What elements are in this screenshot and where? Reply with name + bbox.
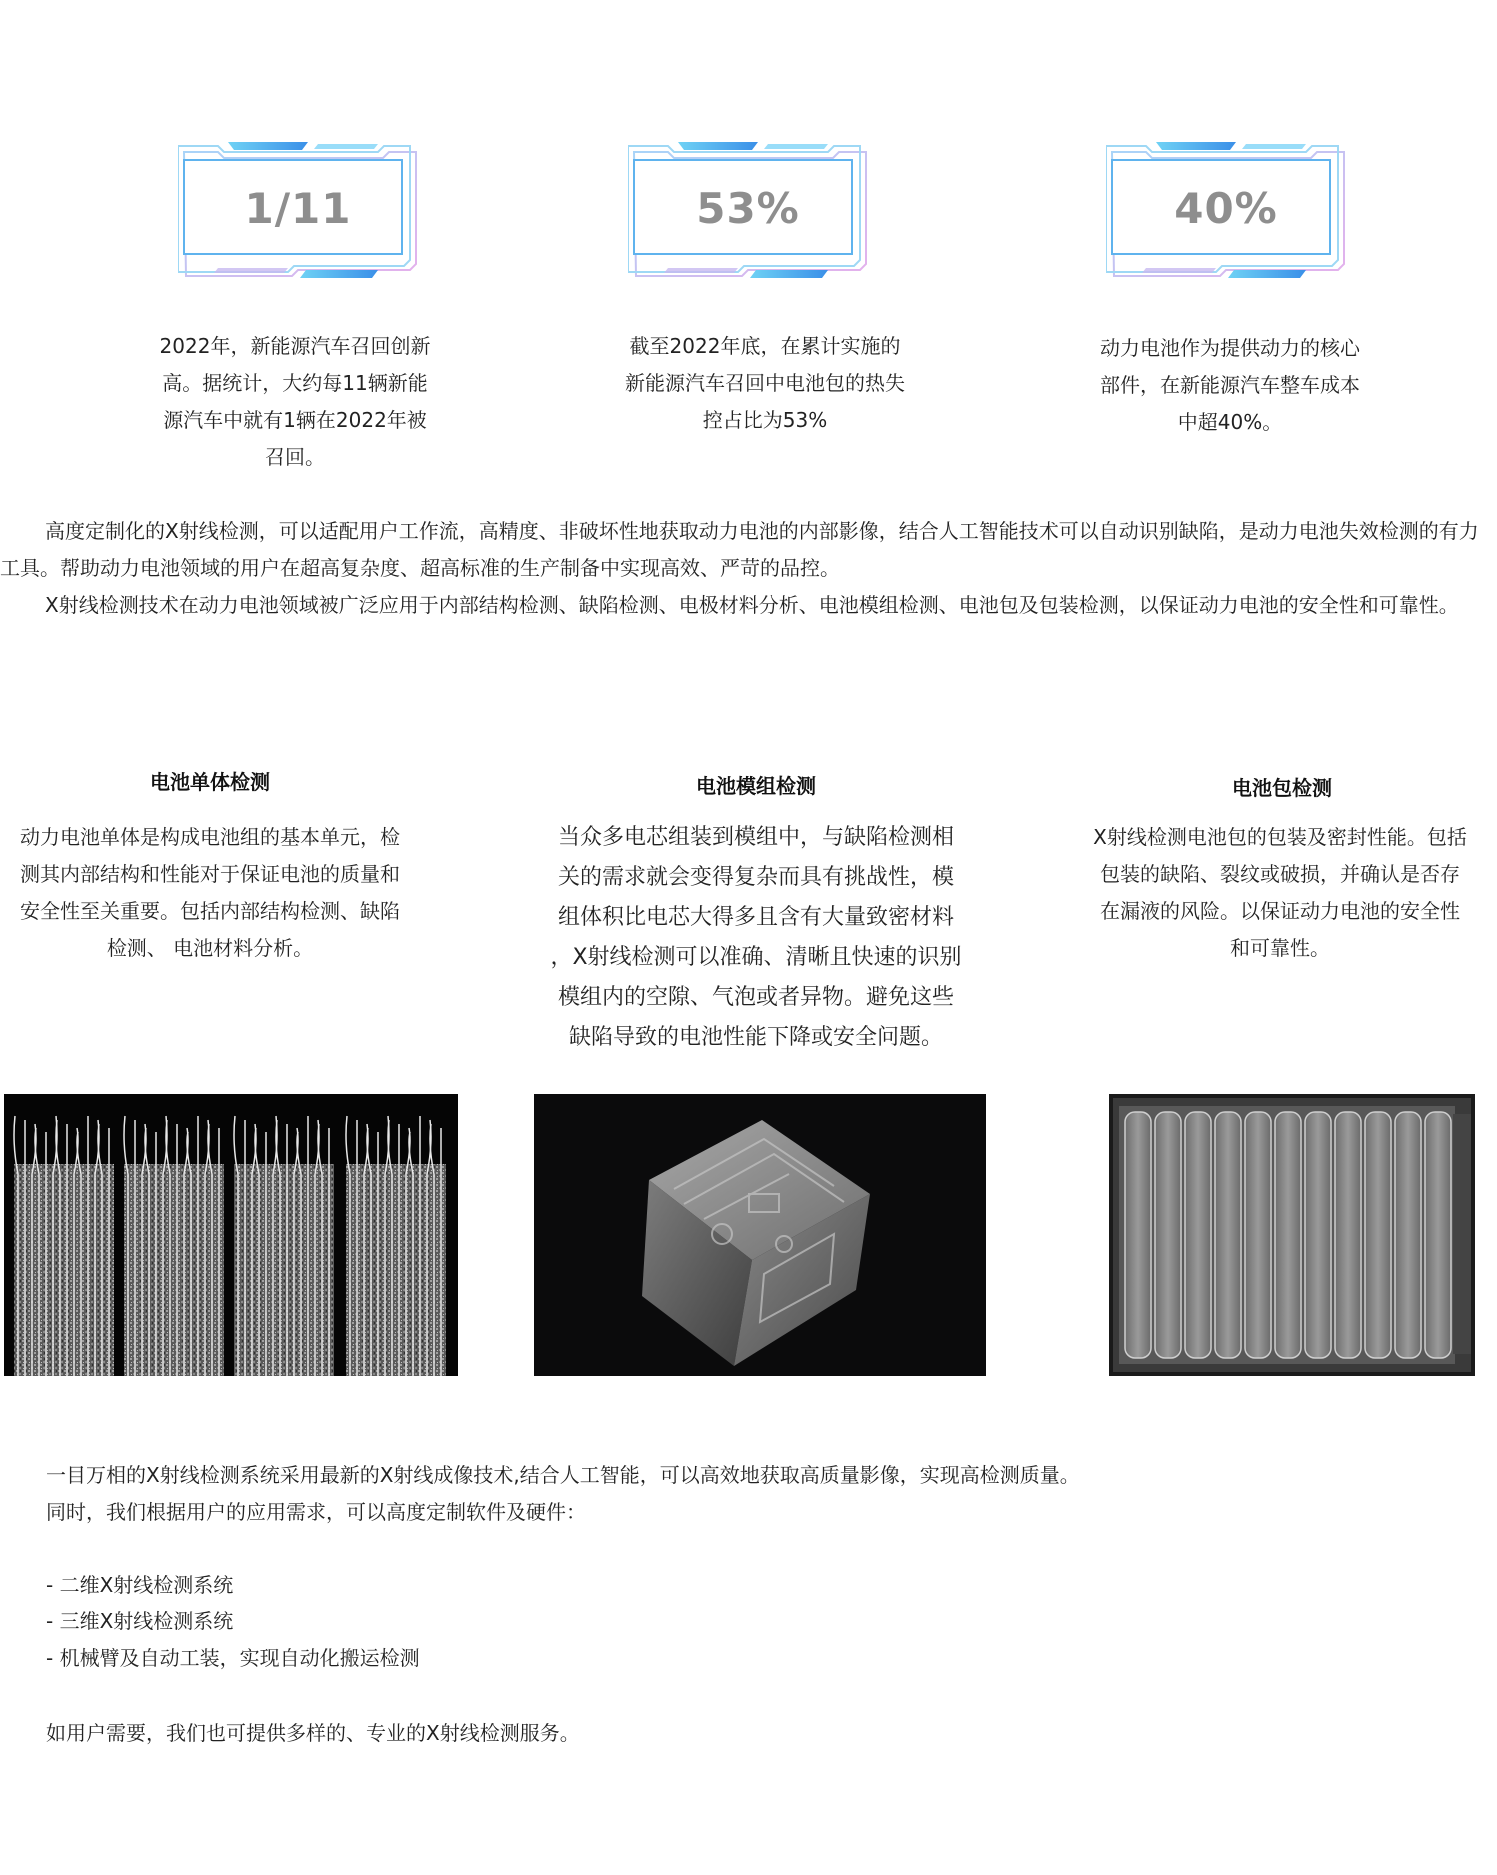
stat-desc-2 — [595, 328, 935, 439]
intro-paragraph-1: 高度定制化的X射线检测，可以适配用户工作流，高精度、非破坏性地获取动力电池的内部影像，结合人工智能技术可以自动识别缺陷，是动力电池失效检测的有力工具。帮助动力电池领域的用户在超高复杂度、超高标准的生产制备中实现高效、严苛的品控。 — [0, 519, 1479, 580]
pack-scan-image — [1109, 1094, 1475, 1376]
column-text-module — [530, 818, 982, 1058]
closing-line-2: 同时，我们根据用户的应用需求，可以高度定制软件及硬件： — [46, 1500, 586, 1524]
stat-desc-line: 召回。 — [265, 445, 325, 469]
column-line: 组体积比电芯大得多且含有大量致密材料 — [557, 905, 954, 930]
column-line: 模组内的空隙、气泡或者异物。避免这些 — [557, 985, 954, 1010]
electrode-layers-image — [4, 1094, 458, 1376]
stat-value-1: 1/11 — [244, 184, 352, 233]
column-title-module: 电池模组检测 — [696, 774, 816, 798]
stat-value-3: 40% — [1174, 184, 1278, 233]
column-title-pack: 电池包检测 — [1232, 776, 1332, 800]
column-line: 和可靠性。 — [1230, 936, 1330, 960]
closing-line-1: 一目万相的X射线检测系统采用最新的X射线成像技术,结合人工智能，可以高效地获取高质量影像，实现高检测质量。 — [46, 1463, 1080, 1487]
column-line: 安全性至关重要。包括内部结构检测、缺陷 — [20, 899, 400, 923]
column-line: X射线检测电池包的包装及密封性能。包括 — [1093, 825, 1467, 849]
stat-desc-3 — [1065, 330, 1395, 441]
column-line: 关的需求就会变得复杂而具有挑战性，模 — [557, 865, 954, 890]
pack-cell — [1185, 1112, 1211, 1358]
feature-list-item: - 三维X射线检测系统 — [46, 1609, 234, 1633]
column-text-pack — [1070, 819, 1490, 967]
stat-desc-line: 中超40%。 — [1177, 410, 1283, 434]
stat-desc-1 — [130, 328, 460, 476]
pack-cell — [1335, 1112, 1361, 1358]
pack-cell — [1395, 1112, 1421, 1358]
stat-frame-2 — [628, 142, 868, 282]
stat-desc-line: 新能源汽车召回中电池包的热失 — [625, 371, 905, 395]
closing-line-3: 如用户需要，我们也可提供多样的、专业的X射线检测服务。 — [46, 1721, 580, 1745]
pack-cell — [1215, 1112, 1241, 1358]
column-title-cell: 电池单体检测 — [150, 770, 270, 794]
stat-frame-1 — [178, 142, 418, 282]
battery-pack-xray-image — [1109, 1094, 1475, 1376]
stat-value-2: 53% — [696, 184, 800, 233]
pack-cell — [1125, 1112, 1151, 1358]
column-line: 包装的缺陷、裂纹或破损，并确认是否存 — [1100, 862, 1460, 886]
battery-module-3d-image — [534, 1094, 986, 1376]
stat-desc-line: 高。据统计，大约每11辆新能 — [162, 371, 428, 395]
stat-desc-line: 源汽车中就有1辆在2022年被 — [163, 408, 427, 432]
column-line: 检测、 电池材料分析。 — [106, 936, 314, 960]
column-line: 缺陷导致的电池性能下降或安全问题。 — [568, 1025, 943, 1050]
pack-cell — [1155, 1112, 1181, 1358]
pack-cell — [1305, 1112, 1331, 1358]
stat-desc-line: 部件，在新能源汽车整车成本 — [1100, 373, 1360, 397]
stat-desc-line: 控占比为53% — [702, 408, 828, 432]
column-line: 动力电池单体是构成电池组的基本单元，检 — [20, 825, 400, 849]
pack-cell — [1365, 1112, 1391, 1358]
column-line: ，X射线检测可以准确、清晰且快速的识别 — [550, 945, 962, 970]
module-render-image — [534, 1094, 986, 1376]
column-line: 在漏液的风险。以保证动力电池的安全性 — [1100, 899, 1460, 923]
battery-cell-xray-image — [4, 1094, 458, 1376]
stat-desc-line: 动力电池作为提供动力的核心 — [1100, 336, 1360, 360]
pack-cell — [1275, 1112, 1301, 1358]
pack-cell — [1425, 1112, 1451, 1358]
stat-desc-line: 2022年，新能源汽车召回创新 — [159, 334, 431, 358]
intro-paragraph-2: X射线检测技术在动力电池领域被广泛应用于内部结构检测、缺陷检测、电极材料分析、电池模组检测、电池包及包装检测，以保证动力电池的安全性和可靠性。 — [45, 593, 1459, 617]
column-line: 当众多电芯组装到模组中，与缺陷检测相 — [557, 825, 954, 850]
column-line: 测其内部结构和性能对于保证电池的质量和 — [20, 862, 400, 886]
pack-cell — [1245, 1112, 1271, 1358]
stat-frame-3 — [1106, 142, 1346, 282]
stat-desc-line: 截至2022年底，在累计实施的 — [629, 334, 901, 358]
feature-list-item: - 二维X射线检测系统 — [46, 1573, 234, 1597]
column-text-cell — [0, 819, 420, 967]
feature-list-item: - 机械臂及自动工装，实现自动化搬运检测 — [46, 1646, 420, 1670]
